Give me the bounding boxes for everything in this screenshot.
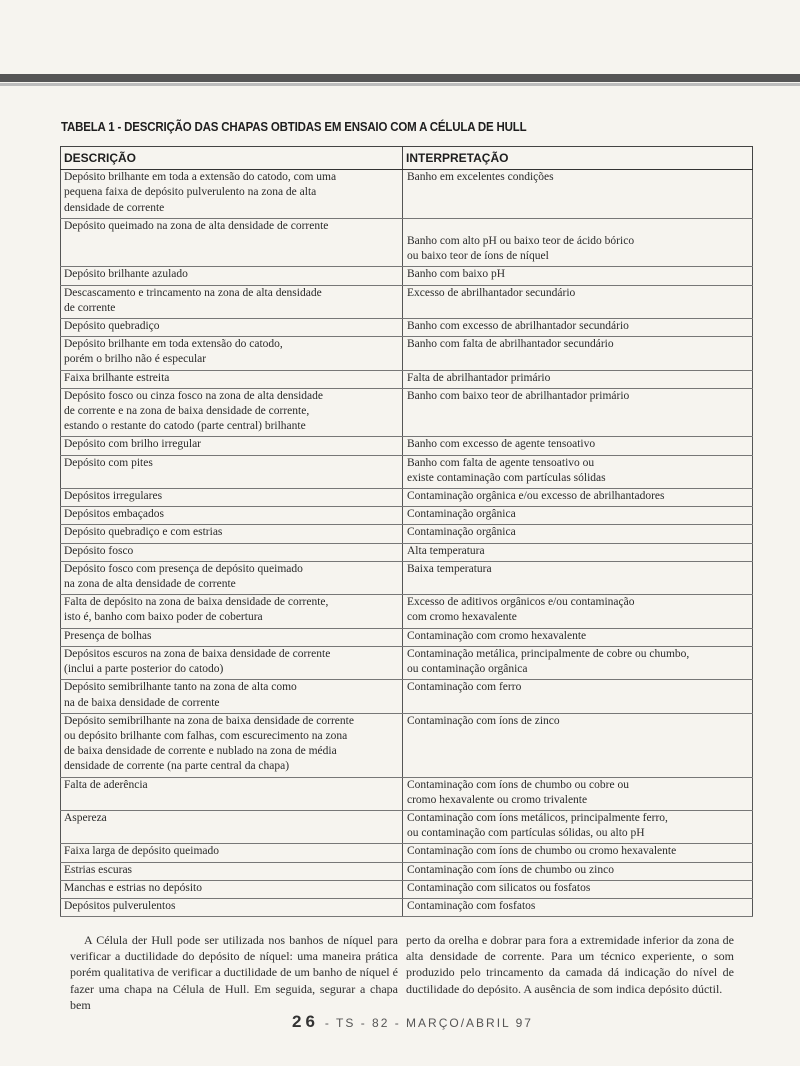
cell-line: Contaminação com íons de zinco: [407, 714, 560, 727]
table-row: [61, 713, 753, 777]
table-body: [61, 170, 753, 917]
cell-line: Depósitos embaçados: [64, 508, 164, 521]
results-table: [60, 146, 753, 917]
table-row: [61, 628, 753, 646]
cell-line: ou baixo teor de íons de níquel: [407, 250, 549, 263]
cell-description: [61, 319, 403, 337]
table-row: [61, 543, 753, 561]
cell-line: Depósito semibrilhante na zona de baixa densidade de corrente: [64, 714, 354, 727]
page-header: [0, 0, 800, 88]
table-row: [61, 337, 753, 370]
cell-line: Contaminação com íons de chumbo ou cobre ou: [407, 778, 629, 791]
cell-line: Banho em excelentes condições: [407, 171, 554, 184]
cell-line: Depósito quebradiço: [64, 320, 160, 333]
cell-description: [61, 337, 403, 370]
cell-line: isto é, banho com baixo poder de cobertura: [64, 611, 263, 624]
cell-line: Contaminação com íons metálicos, principalmente ferro,: [407, 811, 668, 824]
cell-description: [61, 680, 403, 713]
cell-line: Depósito brilhante em toda a extensão do catodo, com uma: [64, 171, 337, 184]
table-title: TABELA 1 - DESCRIÇÃO DAS CHAPAS OBTIDAS EM ENSAIO COM A CÉLULA DE HULL: [61, 120, 527, 134]
cell-interpretation: [403, 319, 753, 337]
table-row: [61, 507, 753, 525]
table-row: [61, 218, 753, 267]
cell-interpretation: [403, 543, 753, 561]
header-description: DESCRIÇÃO: [61, 147, 403, 170]
table-row: [61, 561, 753, 594]
cell-description: [61, 489, 403, 507]
cell-line: Contaminação com ferro: [407, 681, 522, 694]
table-row: [61, 595, 753, 628]
table-row: [61, 267, 753, 285]
cell-line: densidade de corrente: [64, 201, 165, 214]
cell-line: Depósito fosco ou cinza fosco na zona de alta densidade: [64, 389, 323, 402]
table-row: [61, 388, 753, 437]
cell-interpretation: [403, 628, 753, 646]
cell-interpretation: [403, 880, 753, 898]
cell-line: cromo hexavalente ou cromo trivalente: [407, 793, 588, 806]
cell-line: Banho com excesso de abrilhantador secundário: [407, 320, 629, 333]
cell-interpretation: [403, 170, 753, 219]
cell-interpretation: [403, 646, 753, 679]
table-row: [61, 285, 753, 318]
cell-line: pequena faixa de depósito pulverulento na zona de alta: [64, 186, 317, 199]
header-rule: [0, 74, 800, 82]
cell-line: Presença de bolhas: [64, 629, 152, 642]
cell-line: ou contaminação com partículas sólidas, ou alto pH: [407, 827, 645, 840]
cell-interpretation: [403, 437, 753, 455]
cell-line: (inclui a parte posterior do catodo): [64, 663, 224, 676]
table-row: [61, 810, 753, 843]
cell-line: [407, 219, 749, 234]
cell-description: [61, 898, 403, 916]
issue-info: - TS - 82 - MARÇO/ABRIL 97: [324, 1016, 533, 1030]
cell-line: Banho com alto pH ou baixo teor de ácido bórico: [407, 235, 635, 248]
cell-line: ou contaminação orgânica: [407, 663, 528, 676]
table-row: [61, 170, 753, 219]
table-row: [61, 862, 753, 880]
cell-description: [61, 810, 403, 843]
cell-line: Depósito brilhante azulado: [64, 268, 188, 281]
cell-line: Baixa temperatura: [407, 562, 492, 575]
cell-line: Banho com baixo pH: [407, 268, 506, 281]
table-row: [61, 880, 753, 898]
table-row: [61, 680, 753, 713]
cell-line: Contaminação orgânica e/ou excesso de abrilhantadores: [407, 490, 665, 503]
cell-description: [61, 713, 403, 777]
cell-line: com cromo hexavalente: [407, 611, 517, 624]
cell-line: Aspereza: [64, 811, 107, 824]
cell-line: Depósito fosco: [64, 544, 134, 557]
cell-description: [61, 561, 403, 594]
cell-interpretation: [403, 455, 753, 488]
cell-line: Banho com baixo teor de abrilhantador primário: [407, 389, 630, 402]
table-row: [61, 319, 753, 337]
cell-interpretation: [403, 489, 753, 507]
cell-line: Banho com falta de agente tensoativo ou: [407, 456, 595, 469]
cell-interpretation: [403, 898, 753, 916]
page-number: 26: [292, 1012, 319, 1031]
cell-line: Depósitos escuros na zona de baixa densidade de corrente: [64, 647, 331, 660]
cell-line: Manchas e estrias no depósito: [64, 881, 202, 894]
header-interpretation: INTERPRETAÇÃO: [403, 147, 753, 170]
cell-line: de corrente e na zona de baixa densidade de corrente,: [64, 405, 310, 418]
cell-line: Falta de depósito na zona de baixa densidade de corrente,: [64, 596, 329, 609]
cell-line: Banho com excesso de agente tensoativo: [407, 438, 596, 451]
cell-line: Faixa larga de depósito queimado: [64, 845, 219, 858]
cell-description: [61, 543, 403, 561]
cell-description: [61, 646, 403, 679]
cell-line: Depósitos irregulares: [64, 490, 163, 503]
cell-interpretation: [403, 507, 753, 525]
cell-interpretation: [403, 267, 753, 285]
cell-description: [61, 777, 403, 810]
page-footer: [292, 1012, 533, 1032]
cell-line: Contaminação com íons de chumbo ou cromo hexavalente: [407, 845, 677, 858]
cell-interpretation: [403, 595, 753, 628]
cell-interpretation: [403, 844, 753, 862]
cell-line: Falta de abrilhantador primário: [407, 371, 551, 384]
table-row: [61, 437, 753, 455]
cell-description: [61, 437, 403, 455]
cell-description: [61, 455, 403, 488]
cell-line: Contaminação orgânica: [407, 508, 516, 521]
cell-line: Estrias escuras: [64, 863, 133, 876]
cell-interpretation: [403, 525, 753, 543]
cell-line: Alta temperatura: [407, 544, 485, 557]
table-row: [61, 898, 753, 916]
cell-interpretation: [403, 810, 753, 843]
cell-line: porém o brilho não é especular: [64, 353, 207, 366]
body-text-left: A Célula der Hull pode ser utilizada nos banhos de níquel para verificar a ductilidade do depósito de níquel: uma maneira prática porém qualitativa de verificar a ductilidade de um banho de níquel é fazer uma chapa na Célula de Hull. Em seguida, segurar a chapa bem: [70, 933, 398, 1012]
cell-interpretation: [403, 337, 753, 370]
body-text-right: perto da orelha e dobrar para fora a extremidade inferior da zona de alta densidade de corrente. Para um técnico experiente, o som produzido pelo trincamento da camada dá indicação do nível de ductilidade do depósito. A ausência de som indica depósito dúctil.: [406, 933, 734, 996]
cell-line: na de baixa densidade de corrente: [64, 696, 220, 709]
table-row: [61, 844, 753, 862]
cell-line: de baixa densidade de corrente e nublado na zona de média: [64, 745, 337, 758]
cell-line: Contaminação com silicatos ou fosfatos: [407, 881, 591, 894]
cell-interpretation: [403, 680, 753, 713]
cell-description: [61, 844, 403, 862]
cell-interpretation: [403, 218, 753, 267]
cell-description: [61, 267, 403, 285]
cell-line: estando o restante do catodo (parte central) brilhante: [64, 420, 306, 433]
cell-line: Contaminação metálica, principalmente de cobre ou chumbo,: [407, 647, 690, 660]
cell-description: [61, 218, 403, 267]
cell-line: Depósito com brilho irregular: [64, 438, 202, 451]
cell-line: Descascamento e trincamento na zona de alta densidade: [64, 286, 322, 299]
cell-description: [61, 388, 403, 437]
cell-line: de corrente: [64, 301, 116, 314]
cell-description: [61, 880, 403, 898]
cell-line: ou depósito brilhante com falhas, com escurecimento na zona: [64, 729, 348, 742]
cell-line: Excesso de aditivos orgânicos e/ou contaminação: [407, 596, 635, 609]
table-row: [61, 525, 753, 543]
cell-description: [61, 170, 403, 219]
cell-description: [61, 628, 403, 646]
table-row: [61, 370, 753, 388]
table-header-row: [61, 147, 753, 170]
cell-line: Falta de aderência: [64, 778, 148, 791]
cell-line: Depósito semibrilhante tanto na zona de alta como: [64, 681, 297, 694]
cell-interpretation: [403, 388, 753, 437]
cell-line: Contaminação com fosfatos: [407, 899, 536, 912]
cell-interpretation: [403, 862, 753, 880]
cell-line: Depósito queimado na zona de alta densidade de corrente: [64, 219, 329, 232]
cell-description: [61, 595, 403, 628]
cell-line: Depósito com pites: [64, 456, 153, 469]
cell-description: [61, 525, 403, 543]
table-row: [61, 489, 753, 507]
cell-description: [61, 862, 403, 880]
table-row: [61, 777, 753, 810]
table-row: [61, 455, 753, 488]
cell-description: [61, 285, 403, 318]
cell-interpretation: [403, 561, 753, 594]
cell-line: Contaminação orgânica: [407, 526, 516, 539]
cell-interpretation: [403, 370, 753, 388]
cell-line: Depósitos pulverulentos: [64, 899, 176, 912]
cell-description: [61, 370, 403, 388]
cell-line: Excesso de abrilhantador secundário: [407, 286, 576, 299]
cell-line: na zona de alta densidade de corrente: [64, 578, 236, 591]
table-row: [61, 646, 753, 679]
cell-line: densidade de corrente (na parte central da chapa): [64, 760, 290, 773]
cell-line: existe contaminação com partículas sólidas: [407, 471, 606, 484]
cell-description: [61, 507, 403, 525]
header-rule-secondary: [0, 83, 800, 86]
cell-line: Depósito fosco com presença de depósito queimado: [64, 562, 303, 575]
cell-interpretation: [403, 713, 753, 777]
cell-line: Faixa brilhante estreita: [64, 371, 170, 384]
cell-line: Contaminação com íons de chumbo ou zinco: [407, 863, 614, 876]
cell-line: Depósito brilhante em toda extensão do catodo,: [64, 338, 283, 351]
cell-line: Depósito quebradiço e com estrias: [64, 526, 223, 539]
cell-interpretation: [403, 285, 753, 318]
cell-interpretation: [403, 777, 753, 810]
cell-line: Contaminação com cromo hexavalente: [407, 629, 587, 642]
cell-line: Banho com falta de abrilhantador secundário: [407, 338, 614, 351]
